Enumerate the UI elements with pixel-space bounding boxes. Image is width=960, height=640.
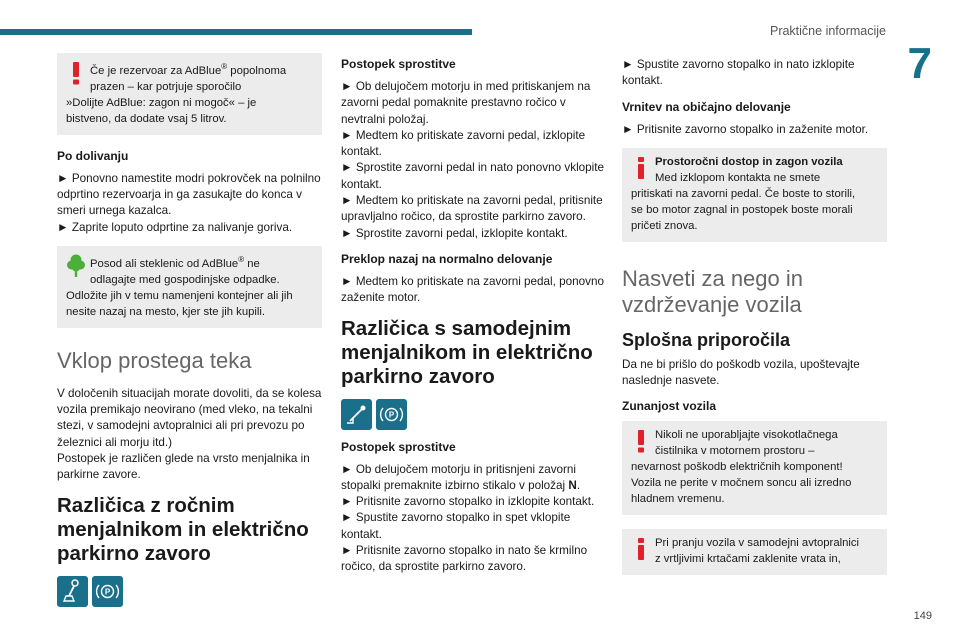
tree-icon <box>65 253 87 279</box>
reset-heading: Preklop nazaj na normalno delovanje <box>341 251 553 266</box>
release-heading: Postopek sprostitve <box>341 57 456 71</box>
general-text: Da ne bi prišlo do poškodb vozila, upoštevajte naslednje nasvete. <box>622 357 860 388</box>
warning-note-adblue: Če je rezervoar za AdBlue® popolnoma prazen – kar potrjuje sporočilo »Dolijte AdBlue: zagon ni mogoč« – je bistveno, da dodate vsaj 5 litrov. <box>57 53 322 135</box>
freewheel-text: V določenih situacijah morate dovoliti, da se kolesa vozila premikajo neovirano (med vleko, na tekalni stezi, v samodejni avtopralnici ali pri prevozu po železnici ali morju itd.) <box>57 386 322 449</box>
info-note-keyless: Prostoročni dostop in zagon vozila Med izklopom kontakta ne smete pritiskati na zavorni pedal. Če boste to storili, se bo motor zagnal in postopek boste morali pričeti znova. <box>622 148 887 242</box>
after-refill-heading: Po dolivanju <box>57 148 129 163</box>
freewheel-text-2: Postopek je različen glede na vrsto menjalnika in parkirne zavore. <box>57 451 310 482</box>
header-accent-bar <box>0 29 472 35</box>
info-icon-2 <box>632 536 650 562</box>
gear-selector-icon <box>341 399 372 430</box>
gear-lever-icon <box>57 576 88 607</box>
after-refill-text: ► Ponovno namestite modri pokrovček na polnilno odprtino rezervoarja in ga zasukajte do konca v smeri urnega kazalca. ► Zaprite loputo odprtine za nalivanje goriva. <box>57 171 321 234</box>
warning-exclamation-icon <box>67 60 85 86</box>
exterior-heading: Zunanjost vozila <box>622 399 717 414</box>
parking-brake-icon-2 <box>376 399 407 430</box>
chapter-title: Praktične informacije <box>769 24 886 38</box>
page-number: 149 <box>913 610 932 622</box>
svg-text:P: P <box>388 410 395 420</box>
column-2 <box>341 53 606 576</box>
svg-text:P: P <box>104 587 111 596</box>
manual-icons <box>57 576 322 607</box>
release-steps: ► Ob delujočem motorju in med pritiskanjem na zavorni pedal pomaknite prestavno ročico v nevtralni položaj. ► Medtem ko pritiskate zavorni pedal, izklopite kontakt. ► Sprostite zavorni pedal in nato ponovno vklopite kontakt. ► Medtem ko pritiskate na zavorni pedal, pritisnite upravljalno ročico, da sprostite parkirno zavoro. ► Sprostite zavorni pedal, izklopite kontakt. <box>341 80 605 240</box>
return-text: ► Pritisnite zavorno stopalko in zaženite motor. <box>622 122 869 136</box>
warning-exclamation-icon-2 <box>632 428 650 454</box>
care-heading: Nasveti za nego in vzdrževanje vozila <box>622 265 803 317</box>
info-note-car-wash: Pri pranju vozila v samodejni avtopralnici z vrtljivimi krtačami zaklenite vrata in, <box>622 529 887 575</box>
release-steps-2: ► Ob delujočem motorju in pritisnjeni zavorni stopalki premaknite izbirno stikalo v položaj N. ► Pritisnite zavorno stopalko in izklopite kontakt. ► Spustite zavorno stopalko in spet vklopite kontakt. ► Pritisnite zavorno stopalko in nato še krmilno ročico, da sprostite parkirno zavoro. <box>341 462 595 574</box>
column-1 <box>57 53 322 617</box>
auto-gearbox-heading: Različica s samodejnim menjalnikom in električno parkirno zavoro <box>341 316 593 388</box>
chapter-number: 7 <box>907 39 932 88</box>
auto-icons <box>341 399 606 430</box>
return-heading: Vrnitev na običajno delovanje <box>622 99 791 114</box>
freewheel-heading: Vklop prostega teka <box>57 347 252 373</box>
column-3 <box>622 53 887 589</box>
general-heading: Splošna priporočila <box>622 329 791 350</box>
eco-note-adblue: Posod ali steklenic od AdBlue® ne odlagajte med gospodinjske odpadke. Odložite jih v temu namenjeni kontejner ali jih nesite nazaj na mesto, kjer ste jih kupili. <box>57 246 322 328</box>
release-heading-2: Postopek sprostitve <box>341 439 456 454</box>
continue-text: ► Spustite zavorno stopalko in nato izklopite kontakt. <box>622 58 855 88</box>
info-icon <box>632 155 650 181</box>
parking-brake-icon <box>92 576 123 607</box>
reset-text: ► Medtem ko pritiskate na zavorni pedal, ponovno zaženite motor. <box>341 274 604 305</box>
manual-gearbox-heading: Različica z ročnim menjalnikom in električno parkirno zavoro <box>57 493 309 565</box>
warning-note-pressure-washer: Nikoli ne uporabljajte visokotlačnega čistilnika v motornem prostoru – nevarnost poškodb električnih komponent! Vozila ne perite v močnem soncu ali izredno hladnem vremenu. <box>622 421 887 515</box>
